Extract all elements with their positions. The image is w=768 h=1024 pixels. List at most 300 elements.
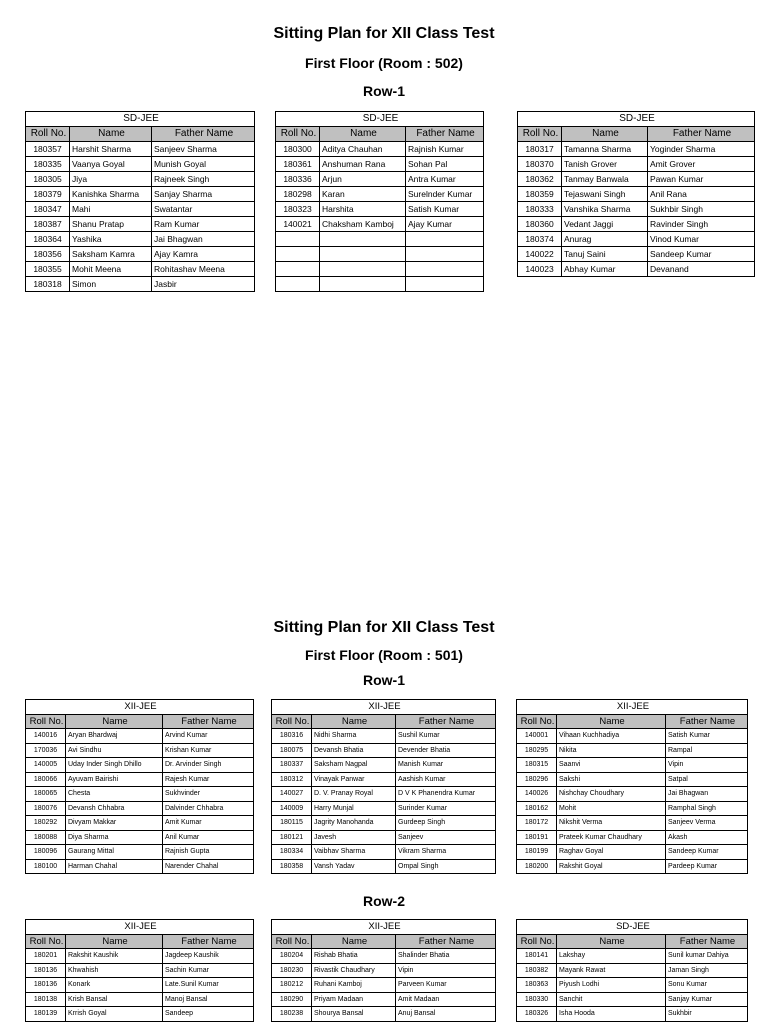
student-name-cell: Chaksham Kamboj — [320, 217, 406, 232]
student-name-cell: Krish Bansal — [66, 992, 163, 1007]
roll-no-cell: 180200 — [517, 859, 557, 874]
roll-no-cell: 140027 — [272, 787, 312, 802]
roll-no-cell: 180212 — [272, 978, 312, 993]
roll-no-cell — [276, 277, 320, 292]
father-name-header: Father Name — [396, 934, 496, 949]
student-name-cell: Nidhi Sharma — [312, 729, 396, 744]
student-name-cell: Rishab Bhatia — [312, 949, 396, 964]
roll-no-cell: 180374 — [518, 232, 562, 247]
table-row — [26, 845, 254, 860]
student-name-cell: Vaanya Goyal — [70, 157, 152, 172]
group-label: SD-JEE — [518, 112, 755, 127]
student-name-cell: Lakshay — [557, 949, 666, 964]
roll-no-cell: 180096 — [26, 845, 66, 860]
father-name-cell: Dr. Arvinder Singh — [163, 758, 254, 773]
roll-no-cell: 180370 — [518, 157, 562, 172]
roll-no-cell: 180305 — [26, 172, 70, 187]
father-name-header: Father Name — [396, 714, 496, 729]
student-name-cell: Harry Munjal — [312, 801, 396, 816]
roll-no-cell: 180318 — [26, 277, 70, 292]
father-name-cell: Sanjeev Sharma — [152, 142, 255, 157]
table-row — [26, 758, 254, 773]
seating-table — [25, 111, 255, 292]
student-name-cell: Isha Hooda — [557, 1007, 666, 1022]
roll-no-header: Roll No. — [276, 127, 320, 142]
student-name-cell: Nishchay Choudhary — [557, 787, 666, 802]
student-name-cell: Karan — [320, 187, 406, 202]
father-name-cell: D V K Phanendra Kumar — [396, 787, 496, 802]
table-row — [517, 801, 748, 816]
student-name-cell: Devansh Bhatia — [312, 743, 396, 758]
roll-no-cell: 180076 — [26, 801, 66, 816]
roll-no-cell: 180290 — [272, 992, 312, 1007]
father-name-cell — [406, 247, 484, 262]
roll-no-cell: 180330 — [517, 992, 557, 1007]
student-name-cell: Simon — [70, 277, 152, 292]
roll-no-cell: 180312 — [272, 772, 312, 787]
student-name-cell: Kanishka Sharma — [70, 187, 152, 202]
roll-no-cell: 180362 — [518, 172, 562, 187]
father-name-header: Father Name — [163, 714, 254, 729]
table-row — [517, 772, 748, 787]
student-name-cell: Tamanna Sharma — [562, 142, 648, 157]
table-row — [517, 845, 748, 860]
seating-table — [517, 111, 755, 277]
student-name-cell: Yashika — [70, 232, 152, 247]
table-row — [26, 830, 254, 845]
father-name-cell: Sandeep Kumar — [648, 247, 755, 262]
name-header: Name — [66, 934, 163, 949]
table-row — [26, 172, 255, 187]
father-name-cell — [406, 262, 484, 277]
student-name-cell: Tanuj Saini — [562, 247, 648, 262]
roll-no-cell: 180088 — [26, 830, 66, 845]
seating-table — [25, 919, 254, 1022]
student-name-cell: Priyam Madaan — [312, 992, 396, 1007]
table-row — [276, 232, 484, 247]
roll-no-cell: 180333 — [518, 202, 562, 217]
father-name-cell: Rajnish Gupta — [163, 845, 254, 860]
father-name-cell: Rajneek Singh — [152, 172, 255, 187]
table-row — [276, 217, 484, 232]
student-name-cell: Khwahish — [66, 963, 163, 978]
father-name-cell: Sukhvinder — [163, 787, 254, 802]
roll-no-header: Roll No. — [518, 127, 562, 142]
father-name-header: Father Name — [406, 127, 484, 142]
roll-no-header: Roll No. — [272, 934, 312, 949]
table-row — [26, 217, 255, 232]
name-header: Name — [557, 714, 666, 729]
table-row — [272, 801, 496, 816]
roll-no-cell: 140009 — [272, 801, 312, 816]
father-name-cell: Arvind Kumar — [163, 729, 254, 744]
row-heading: Row-2 — [363, 893, 405, 909]
roll-no-header: Roll No. — [26, 714, 66, 729]
student-name-cell: Saksham Nagpal — [312, 758, 396, 773]
roll-no-cell: 180363 — [517, 978, 557, 993]
father-name-cell: Sandeep Kumar — [666, 845, 748, 860]
student-name-cell: Anshuman Rana — [320, 157, 406, 172]
table-row — [26, 772, 254, 787]
roll-no-cell: 180191 — [517, 830, 557, 845]
roll-no-cell: 180238 — [272, 1007, 312, 1022]
table-row — [517, 859, 748, 874]
roll-no-cell: 180336 — [276, 172, 320, 187]
table-row — [26, 202, 255, 217]
father-name-cell: Surelnder Kumar — [406, 187, 484, 202]
table-row — [26, 992, 254, 1007]
table-row — [517, 758, 748, 773]
group-label: SD-JEE — [26, 112, 255, 127]
name-header: Name — [312, 934, 396, 949]
student-name-cell: Avi Sindhu — [66, 743, 163, 758]
group-label: XII-JEE — [517, 700, 748, 715]
roll-no-cell: 180359 — [518, 187, 562, 202]
roll-no-cell: 140021 — [276, 217, 320, 232]
father-name-cell: Amit Kumar — [163, 816, 254, 831]
roll-no-cell: 180357 — [26, 142, 70, 157]
table-row — [276, 247, 484, 262]
roll-no-cell: 180201 — [26, 949, 66, 964]
student-name-cell: Divyam Makkar — [66, 816, 163, 831]
student-name-cell: Nikshit Verma — [557, 816, 666, 831]
table-row — [276, 262, 484, 277]
student-name-cell: Mohit Meena — [70, 262, 152, 277]
father-name-cell: Ompal Singh — [396, 859, 496, 874]
student-name-cell: Harshit Sharma — [70, 142, 152, 157]
student-name-cell: Jiya — [70, 172, 152, 187]
father-name-cell: Krishan Kumar — [163, 743, 254, 758]
name-header: Name — [557, 934, 666, 949]
table-row — [518, 202, 755, 217]
table-row — [26, 743, 254, 758]
student-name-cell: Piyush Lodhi — [557, 978, 666, 993]
table-row — [26, 157, 255, 172]
father-name-cell: Antra Kumar — [406, 172, 484, 187]
father-name-cell — [406, 232, 484, 247]
student-name-cell: Harshita — [320, 202, 406, 217]
student-name-cell: Saksham Kamra — [70, 247, 152, 262]
student-name-cell: Mohit — [557, 801, 666, 816]
roll-no-cell: 140022 — [518, 247, 562, 262]
father-name-cell: Sushil Kumar — [396, 729, 496, 744]
father-name-cell: Anil Rana — [648, 187, 755, 202]
floor-room-heading: First Floor (Room : 502) — [305, 55, 463, 71]
father-name-cell: Satish Kumar — [406, 202, 484, 217]
father-name-cell: Sonu Kumar — [666, 978, 748, 993]
father-name-cell: Rajesh Kumar — [163, 772, 254, 787]
table-row — [26, 816, 254, 831]
table-row — [276, 142, 484, 157]
roll-no-cell: 180382 — [517, 963, 557, 978]
student-name-cell: Devansh Chhabra — [66, 801, 163, 816]
table-row — [272, 816, 496, 831]
father-name-cell: Ajay Kamra — [152, 247, 255, 262]
father-name-cell: Manish Kumar — [396, 758, 496, 773]
seating-table — [516, 699, 748, 874]
student-name-cell: Shourya Bansal — [312, 1007, 396, 1022]
father-name-cell: Devender Bhatia — [396, 743, 496, 758]
table-row — [518, 187, 755, 202]
table-row — [276, 157, 484, 172]
roll-no-cell: 140005 — [26, 758, 66, 773]
roll-no-cell: 180139 — [26, 1007, 66, 1022]
father-name-header: Father Name — [163, 934, 254, 949]
group-label: SD-JEE — [276, 112, 484, 127]
student-name-cell: Saanvi — [557, 758, 666, 773]
father-name-cell: Surinder Kumar — [396, 801, 496, 816]
roll-no-cell: 180315 — [517, 758, 557, 773]
student-name-cell: Vedant Jaggi — [562, 217, 648, 232]
student-name-cell: Mahi — [70, 202, 152, 217]
student-name-cell: Krrish Goyal — [66, 1007, 163, 1022]
student-name-cell: D. V. Pranay Royal — [312, 787, 396, 802]
roll-no-cell: 180300 — [276, 142, 320, 157]
student-name-cell: Konark — [66, 978, 163, 993]
group-label: XII-JEE — [26, 700, 254, 715]
table-row — [272, 1007, 496, 1022]
father-name-cell: Jai Bhagwan — [152, 232, 255, 247]
father-name-cell: Late.Sunil Kumar — [163, 978, 254, 993]
father-name-cell: Vinod Kumar — [648, 232, 755, 247]
roll-no-cell — [276, 262, 320, 277]
father-name-cell: Ram Kumar — [152, 217, 255, 232]
name-header: Name — [562, 127, 648, 142]
group-label: XII-JEE — [272, 700, 496, 715]
student-name-cell: Shanu Pratap — [70, 217, 152, 232]
roll-no-cell: 180136 — [26, 978, 66, 993]
roll-no-header: Roll No. — [272, 714, 312, 729]
row-heading: Row-1 — [363, 83, 405, 99]
table-row — [26, 1007, 254, 1022]
father-name-cell: Jai Bhagwan — [666, 787, 748, 802]
father-name-cell: Amit Madaan — [396, 992, 496, 1007]
table-row — [26, 787, 254, 802]
father-name-cell: Jaman Singh — [666, 963, 748, 978]
father-name-cell: Sachin Kumar — [163, 963, 254, 978]
roll-no-cell: 180298 — [276, 187, 320, 202]
student-name-cell: Vihaan Kuchhadiya — [557, 729, 666, 744]
table-row — [518, 157, 755, 172]
roll-no-cell: 180355 — [26, 262, 70, 277]
student-name-cell: Nikita — [557, 743, 666, 758]
student-name-cell: Gaurang Mittal — [66, 845, 163, 860]
father-name-cell: Rampal — [666, 743, 748, 758]
table-row — [272, 845, 496, 860]
father-name-cell: Sanjay Sharma — [152, 187, 255, 202]
roll-no-cell: 180334 — [272, 845, 312, 860]
table-row — [272, 949, 496, 964]
father-name-cell: Jasbir — [152, 277, 255, 292]
student-name-cell: Rakshit Goyal — [557, 859, 666, 874]
roll-no-cell: 180172 — [517, 816, 557, 831]
table-row — [517, 787, 748, 802]
student-name-cell: Chesta — [66, 787, 163, 802]
father-name-cell: Akash — [666, 830, 748, 845]
student-name-cell: Ayuvam Bairishi — [66, 772, 163, 787]
roll-no-cell: 180387 — [26, 217, 70, 232]
father-name-cell: Satpal — [666, 772, 748, 787]
page-title: Sitting Plan for XII Class Test — [273, 25, 495, 42]
student-name-cell: Prateek Kumar Chaudhary — [557, 830, 666, 845]
student-name-cell: Vinayak Panwar — [312, 772, 396, 787]
table-row — [518, 247, 755, 262]
father-name-cell: Swatantar — [152, 202, 255, 217]
father-name-cell: Pawan Kumar — [648, 172, 755, 187]
roll-no-cell: 180141 — [517, 949, 557, 964]
table-row — [517, 978, 748, 993]
table-row — [26, 232, 255, 247]
table-row — [272, 729, 496, 744]
group-label: SD-JEE — [517, 920, 748, 935]
father-name-cell: Vipin — [396, 963, 496, 978]
father-name-cell: Sanjay Kumar — [666, 992, 748, 1007]
father-name-cell: Sandeep — [163, 1007, 254, 1022]
student-name-cell: Jagrity Manohanda — [312, 816, 396, 831]
father-name-cell: Parveen Kumar — [396, 978, 496, 993]
roll-no-cell: 180136 — [26, 963, 66, 978]
roll-no-cell: 180115 — [272, 816, 312, 831]
father-name-cell: Munish Goyal — [152, 157, 255, 172]
student-name-cell: Abhay Kumar — [562, 262, 648, 277]
seating-table — [271, 699, 496, 874]
student-name-cell: Vanshika Sharma — [562, 202, 648, 217]
roll-no-cell: 180296 — [517, 772, 557, 787]
name-header: Name — [312, 714, 396, 729]
student-name-cell: Arjun — [320, 172, 406, 187]
seating-table — [25, 699, 254, 874]
roll-no-cell: 180347 — [26, 202, 70, 217]
father-name-cell: Narender Chahal — [163, 859, 254, 874]
student-name-cell: Vansh Yadav — [312, 859, 396, 874]
student-name-cell: Sanchit — [557, 992, 666, 1007]
table-row — [272, 772, 496, 787]
roll-no-cell: 180361 — [276, 157, 320, 172]
student-name-cell: Vaibhav Sharma — [312, 845, 396, 860]
father-name-cell: Pardeep Kumar — [666, 859, 748, 874]
father-name-cell: Anuj Bansal — [396, 1007, 496, 1022]
table-row — [272, 992, 496, 1007]
table-row — [26, 729, 254, 744]
student-name-cell: Javesh — [312, 830, 396, 845]
father-name-cell: Sanjeev Verma — [666, 816, 748, 831]
father-name-cell: Vipin — [666, 758, 748, 773]
roll-no-cell: 180379 — [26, 187, 70, 202]
floor-room-heading: First Floor (Room : 501) — [305, 647, 463, 663]
table-row — [276, 202, 484, 217]
table-row — [276, 172, 484, 187]
roll-no-cell: 180204 — [272, 949, 312, 964]
roll-no-cell: 180121 — [272, 830, 312, 845]
student-name-cell: Tejaswani Singh — [562, 187, 648, 202]
father-name-cell: Sanjeev — [396, 830, 496, 845]
table-row — [26, 949, 254, 964]
student-name-cell: Uday Inder Singh Dhillo — [66, 758, 163, 773]
seating-table — [275, 111, 484, 292]
student-name-cell — [320, 262, 406, 277]
roll-no-cell: 180337 — [272, 758, 312, 773]
father-name-cell: Rajnish Kumar — [406, 142, 484, 157]
name-header: Name — [320, 127, 406, 142]
student-name-cell — [320, 232, 406, 247]
table-row — [517, 1007, 748, 1022]
table-row — [26, 262, 255, 277]
seating-table — [271, 919, 496, 1022]
table-row — [518, 142, 755, 157]
father-name-header: Father Name — [666, 934, 748, 949]
student-name-cell: Aryan Bhardwaj — [66, 729, 163, 744]
roll-no-cell: 180360 — [518, 217, 562, 232]
roll-no-cell: 180075 — [272, 743, 312, 758]
table-row — [26, 142, 255, 157]
student-name-cell: Anurag — [562, 232, 648, 247]
student-name-cell: Ruhani Kamboj — [312, 978, 396, 993]
roll-no-cell: 140001 — [517, 729, 557, 744]
father-name-cell: Jagdeep Kaushik — [163, 949, 254, 964]
father-name-cell: Aashish Kumar — [396, 772, 496, 787]
father-name-cell: Dalvinder Chhabra — [163, 801, 254, 816]
roll-no-header: Roll No. — [26, 934, 66, 949]
father-name-cell: Sukhbir — [666, 1007, 748, 1022]
roll-no-cell: 140026 — [517, 787, 557, 802]
student-name-cell: Tanmay Banwala — [562, 172, 648, 187]
table-row — [517, 816, 748, 831]
group-label: XII-JEE — [26, 920, 254, 935]
roll-no-cell: 180065 — [26, 787, 66, 802]
student-name-cell: Mayank Rawat — [557, 963, 666, 978]
student-name-cell: Harman Chahal — [66, 859, 163, 874]
table-row — [272, 963, 496, 978]
student-name-cell: Raghav Goyal — [557, 845, 666, 860]
father-name-cell: Sunil kumar Dahiya — [666, 949, 748, 964]
table-row — [276, 187, 484, 202]
roll-no-cell: 180316 — [272, 729, 312, 744]
student-name-cell: Sakshi — [557, 772, 666, 787]
table-row — [272, 978, 496, 993]
father-name-cell: Rohitashav Meena — [152, 262, 255, 277]
roll-no-cell: 180326 — [517, 1007, 557, 1022]
table-row — [272, 859, 496, 874]
roll-no-cell — [276, 247, 320, 262]
table-row — [272, 787, 496, 802]
row-heading: Row-1 — [363, 672, 405, 688]
student-name-cell: Diya Sharma — [66, 830, 163, 845]
table-row — [517, 743, 748, 758]
table-row — [517, 830, 748, 845]
seating-table — [516, 919, 748, 1022]
father-name-cell: Sohan Pal — [406, 157, 484, 172]
name-header: Name — [66, 714, 163, 729]
table-row — [26, 801, 254, 816]
table-row — [26, 277, 255, 292]
roll-no-cell: 180295 — [517, 743, 557, 758]
father-name-header: Father Name — [152, 127, 255, 142]
roll-no-cell: 170036 — [26, 743, 66, 758]
table-row — [518, 262, 755, 277]
table-row — [517, 729, 748, 744]
roll-no-cell: 140023 — [518, 262, 562, 277]
roll-no-header: Roll No. — [517, 934, 557, 949]
roll-no-header: Roll No. — [26, 127, 70, 142]
table-row — [26, 187, 255, 202]
table-row — [26, 978, 254, 993]
table-row — [26, 247, 255, 262]
father-name-cell — [406, 277, 484, 292]
father-name-cell: Satish Kumar — [666, 729, 748, 744]
page-title: Sitting Plan for XII Class Test — [273, 619, 495, 636]
table-row — [272, 743, 496, 758]
roll-no-cell: 180292 — [26, 816, 66, 831]
